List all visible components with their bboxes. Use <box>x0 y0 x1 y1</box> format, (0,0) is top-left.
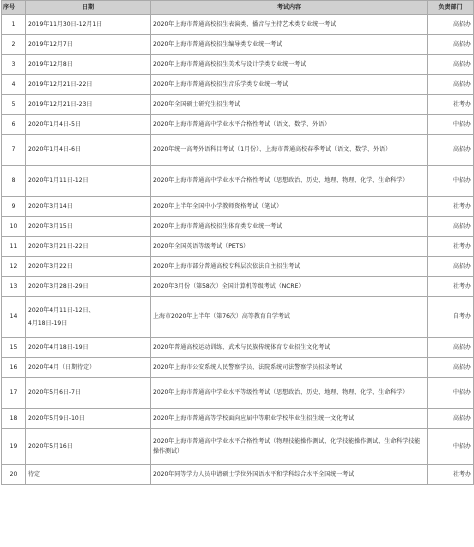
cell-no: 2 <box>2 35 26 55</box>
table-row <box>2 15 474 35</box>
cell-no: 5 <box>2 95 26 115</box>
cell-no: 3 <box>2 55 26 75</box>
table-row <box>2 217 474 237</box>
cell-no: 4 <box>2 75 26 95</box>
table-row <box>2 55 474 75</box>
cell-dept: 社考办 <box>428 95 474 115</box>
cell-date <box>26 409 151 429</box>
cell-content: 2020年普通高校运动训练、武术与民族传统体育专业招生文化考试 <box>151 338 428 358</box>
cell-content: 2020年上海市普通高校招生编导类专业统一考试 <box>151 35 428 55</box>
table-row <box>2 409 474 429</box>
cell-date <box>26 257 151 277</box>
cell-content: 2020年上海市普通高中学业水平合格性考试（思想政治、历史、地理、物理、化学、生命科学） <box>151 166 428 197</box>
cell-date <box>26 358 151 378</box>
date-line: 2020年5月9日-10日 <box>28 414 85 422</box>
table-row <box>2 257 474 277</box>
table-body <box>2 15 474 485</box>
cell-no: 14 <box>2 297 26 338</box>
cell-date <box>26 465 151 485</box>
header-date: 日期 <box>26 1 151 15</box>
cell-content: 2020年同等学力人员申请硕士学位外国语水平和学科综合水平全国统一考试 <box>151 465 428 485</box>
cell-dept: 社考办 <box>428 465 474 485</box>
cell-no: 15 <box>2 338 26 358</box>
table-row <box>2 429 474 465</box>
date-line: 待定 <box>28 470 41 478</box>
header-no: 序号 <box>2 1 26 15</box>
header-dept: 负责部门 <box>428 1 474 15</box>
cell-content: 2020年上海市普通高校招生表演类、播音与主持艺术类专业统一考试 <box>151 15 428 35</box>
cell-content: 上海市2020年上半年（第76次）高等教育自学考试 <box>151 297 428 338</box>
cell-date <box>26 75 151 95</box>
cell-date <box>26 338 151 358</box>
cell-content: 2020年上海市普通高校招生美术与设计学类专业统一考试 <box>151 55 428 75</box>
table-row <box>2 166 474 197</box>
date-line: 2020年3月22日 <box>28 262 73 270</box>
cell-no: 7 <box>2 135 26 166</box>
cell-dept: 社考办 <box>428 277 474 297</box>
date-line: 2019年12月21日-23日 <box>28 100 93 108</box>
cell-date <box>26 95 151 115</box>
cell-date <box>26 277 151 297</box>
date-line: 2019年12月21日-22日 <box>28 80 93 88</box>
cell-dept: 中招办 <box>428 166 474 197</box>
cell-date <box>26 237 151 257</box>
cell-no: 6 <box>2 115 26 135</box>
table-row <box>2 277 474 297</box>
cell-dept: 中招办 <box>428 429 474 465</box>
cell-date <box>26 297 151 338</box>
cell-dept: 高招办 <box>428 55 474 75</box>
cell-no: 10 <box>2 217 26 237</box>
cell-content: 2020年全国英语等级考试（PETS） <box>151 237 428 257</box>
cell-no: 17 <box>2 378 26 409</box>
cell-date <box>26 15 151 35</box>
cell-content: 2020年上海市普通高中学业水平等级性考试（思想政治、历史、地理、物理、化学、生命科学） <box>151 378 428 409</box>
cell-content: 2020年上海市普通高中学业水平合格性考试（物理技能操作测试、化学技能操作测试、生命科学技能操作测试） <box>151 429 428 465</box>
date-line: 2020年4月11日-12日、 <box>28 306 95 314</box>
date-line: 2020年5月6日-7日 <box>28 389 81 397</box>
cell-dept: 高招办 <box>428 338 474 358</box>
cell-content: 2020年上海市普通高中学业水平合格性考试（语文、数学、外语） <box>151 115 428 135</box>
date-line: 2020年1月11日-12日 <box>28 177 89 185</box>
table-row <box>2 95 474 115</box>
cell-date <box>26 429 151 465</box>
cell-content: 2020年上海市普通高校招生体育类专业统一考试 <box>151 217 428 237</box>
cell-no: 18 <box>2 409 26 429</box>
table-row <box>2 115 474 135</box>
date-line: 2020年3月14日 <box>28 202 73 210</box>
date-line: 4月18日-19日 <box>28 320 68 327</box>
date-line: 2020年1月4日-5日 <box>28 120 81 128</box>
cell-date <box>26 115 151 135</box>
cell-dept: 中招办 <box>428 115 474 135</box>
date-line: 2020年3月15日 <box>28 222 73 230</box>
cell-content: 2020年上半年全国中小学教师资格考试（笔试） <box>151 197 428 217</box>
cell-content: 2020年上海市部分普通高校专科层次依法自主招生考试 <box>151 257 428 277</box>
date-line: 2019年12月7日 <box>28 40 73 48</box>
cell-date <box>26 378 151 409</box>
table-row <box>2 338 474 358</box>
date-line: 2020年4月18日-19日 <box>28 343 89 351</box>
cell-content: 2020年3月份（第58次）全国计算机等级考试（NCRE） <box>151 277 428 297</box>
cell-date <box>26 197 151 217</box>
cell-dept: 高招办 <box>428 358 474 378</box>
cell-date <box>26 217 151 237</box>
table-row <box>2 75 474 95</box>
table-row <box>2 297 474 338</box>
cell-dept: 高招办 <box>428 15 474 35</box>
table-row <box>2 135 474 166</box>
cell-no: 20 <box>2 465 26 485</box>
cell-no: 12 <box>2 257 26 277</box>
cell-content: 2020年上海市公安系统人民警察学员、法院系统司法警察学员招录考试 <box>151 358 428 378</box>
cell-dept: 高招办 <box>428 409 474 429</box>
table-header-row <box>2 1 474 15</box>
table-row <box>2 378 474 409</box>
cell-no: 9 <box>2 197 26 217</box>
cell-dept: 社考办 <box>428 197 474 217</box>
table-row <box>2 465 474 485</box>
cell-dept: 自考办 <box>428 297 474 338</box>
cell-date <box>26 135 151 166</box>
cell-dept: 高招办 <box>428 35 474 55</box>
date-line: 2020年5月16日 <box>28 442 73 450</box>
cell-content: 2020年上海市普通高校招生音乐学类专业统一考试 <box>151 75 428 95</box>
cell-date <box>26 166 151 197</box>
date-line: 2019年12月8日 <box>28 60 73 68</box>
exam-schedule-table <box>1 0 474 485</box>
cell-no: 11 <box>2 237 26 257</box>
cell-dept: 高招办 <box>428 257 474 277</box>
cell-content: 2020年全国硕士研究生招生考试 <box>151 95 428 115</box>
header-content: 考试内容 <box>151 1 428 15</box>
date-line: 2020年3月28日-29日 <box>28 282 89 290</box>
cell-no: 13 <box>2 277 26 297</box>
cell-date <box>26 35 151 55</box>
cell-dept: 社考办 <box>428 237 474 257</box>
table-row <box>2 237 474 257</box>
table-row <box>2 197 474 217</box>
table-row <box>2 35 474 55</box>
cell-no: 19 <box>2 429 26 465</box>
cell-dept: 高招办 <box>428 75 474 95</box>
date-line: 2020年4月（日期待定） <box>28 363 96 371</box>
date-line: 2020年3月21日-22日 <box>28 242 89 250</box>
date-line: 2020年1月4日-6日 <box>28 146 81 154</box>
date-line: 2019年11月30日-12月1日 <box>28 20 103 28</box>
table-row <box>2 358 474 378</box>
cell-no: 1 <box>2 15 26 35</box>
cell-date <box>26 55 151 75</box>
cell-dept: 高招办 <box>428 217 474 237</box>
cell-no: 8 <box>2 166 26 197</box>
cell-content: 2020年上海市普通高等学校面向应届中等职业学校毕业生招生统一文化考试 <box>151 409 428 429</box>
cell-content: 2020年统一高考外语科目考试（1月份）、上海市普通高校春季考试（语文、数学、外语） <box>151 135 428 166</box>
cell-dept: 高招办 <box>428 135 474 166</box>
cell-dept: 中招办 <box>428 378 474 409</box>
cell-no: 16 <box>2 358 26 378</box>
